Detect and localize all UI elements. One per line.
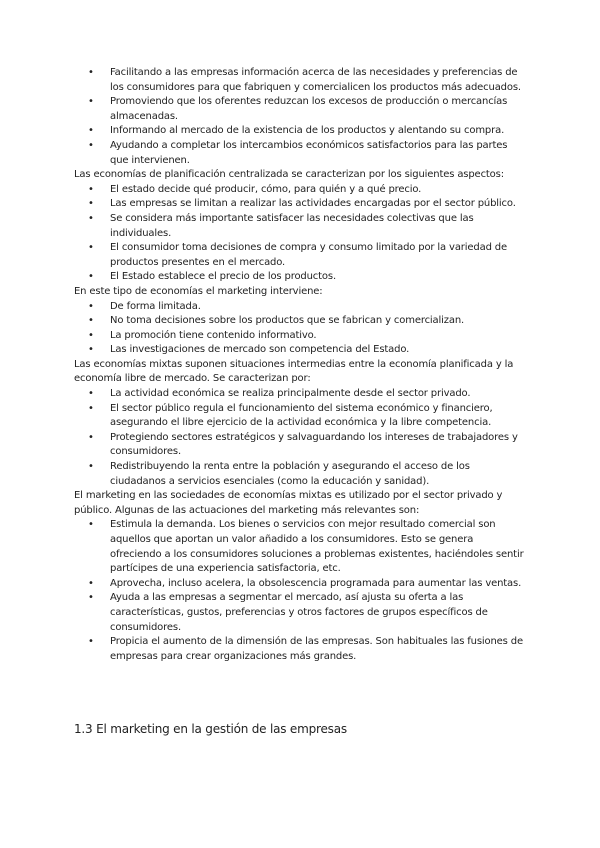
list-item: • De forma limitada. [74,300,524,315]
mixed-economy-list [74,387,524,489]
list-item: • El estado decide qué producir, cómo, para quién y a qué precio. [74,183,524,198]
list-item: • Se considera más importante satisfacer las necesidades colectivas que las individuales. [74,212,524,241]
marketing-role-list [74,300,524,358]
list-item: • No toma decisiones sobre los productos que se fabrican y comercializan. [74,314,524,329]
list-item: • El consumidor toma decisiones de compra y consumo limitado por la variedad de productos presentes en el mercado. [74,241,524,270]
section-heading: 1.3 El marketing en la gestión de las empresas [74,722,347,736]
list-item: • El Estado establece el precio de los productos. [74,270,524,285]
list-item: • La promoción tiene contenido informativo. [74,329,524,344]
list-item: • El sector público regula el funcionamiento del sistema económico y financiero, asegurando el libre ejercicio de la actividad económica y la libre competencia. [74,402,524,431]
paragraph-marketing-role: En este tipo de economías el marketing interviene: [74,285,323,297]
list-item: • Ayudando a completar los intercambios económicos satisfactorios para las partes que intervienen. [74,139,524,168]
list-item: • Redistribuyendo la renta entre la población y asegurando el acceso de los ciudadanos a servicios esenciales (como la educación y sanidad). [74,460,524,489]
market-functions-list [74,66,524,168]
list-item: • Las empresas se limitan a realizar las actividades encargadas por el sector público. [74,197,524,212]
mixed-marketing-list [74,518,524,664]
list-item: • Propicia el aumento de la dimensión de las empresas. Son habituales las fusiones de empresas para crear organizaciones más grandes. [74,635,524,664]
paragraph-mixed-marketing: El marketing en las sociedades de economías mixtas es utilizado por el sector privado y público. Algunas de las actuaciones del marketing más relevantes son: [74,490,503,516]
document-body [74,66,524,664]
paragraph-mixed-economies: Las economías mixtas suponen situaciones intermedias entre la economía planificada y la economía libre de mercado. Se caracterizan por: [74,358,514,385]
list-item: • La actividad económica se realiza principalmente desde el sector privado. [74,387,524,402]
paragraph-planned-economies: Las economías de planificación centralizada se caracterizan por los siguientes aspectos: [74,169,504,181]
list-item: • Las investigaciones de mercado son competencia del Estado. [74,343,524,358]
planned-economy-list [74,183,524,285]
list-item: • Estimula la demanda. Los bienes o servicios con mejor resultado comercial son aquellos que aportan un valor añadido a los consumidores. Esto se genera ofreciendo a los consumidores soluciones a problemas existentes, haciéndoles sentir partícipes de una experiencia satisfactoria, etc. [74,518,524,576]
list-item: • Promoviendo que los oferentes reduzcan los excesos de producción o mercancías almacenadas. [74,95,524,124]
list-item: • Protegiendo sectores estratégicos y salvaguardando los intereses de trabajadores y consumidores. [74,431,524,460]
list-item: • Ayuda a las empresas a segmentar el mercado, así ajusta su oferta a las características, gustos, preferencias y otros factores de grupos específicos de consumidores. [74,591,524,635]
list-item: • Facilitando a las empresas información acerca de las necesidades y preferencias de los consumidores para que fabriquen y comercialicen los productos más adecuados. [74,66,524,95]
list-item: • Informando al mercado de la existencia de los productos y alentando su compra. [74,124,524,139]
list-item: • Aprovecha, incluso acelera, la obsolescencia programada para aumentar las ventas. [74,577,524,592]
